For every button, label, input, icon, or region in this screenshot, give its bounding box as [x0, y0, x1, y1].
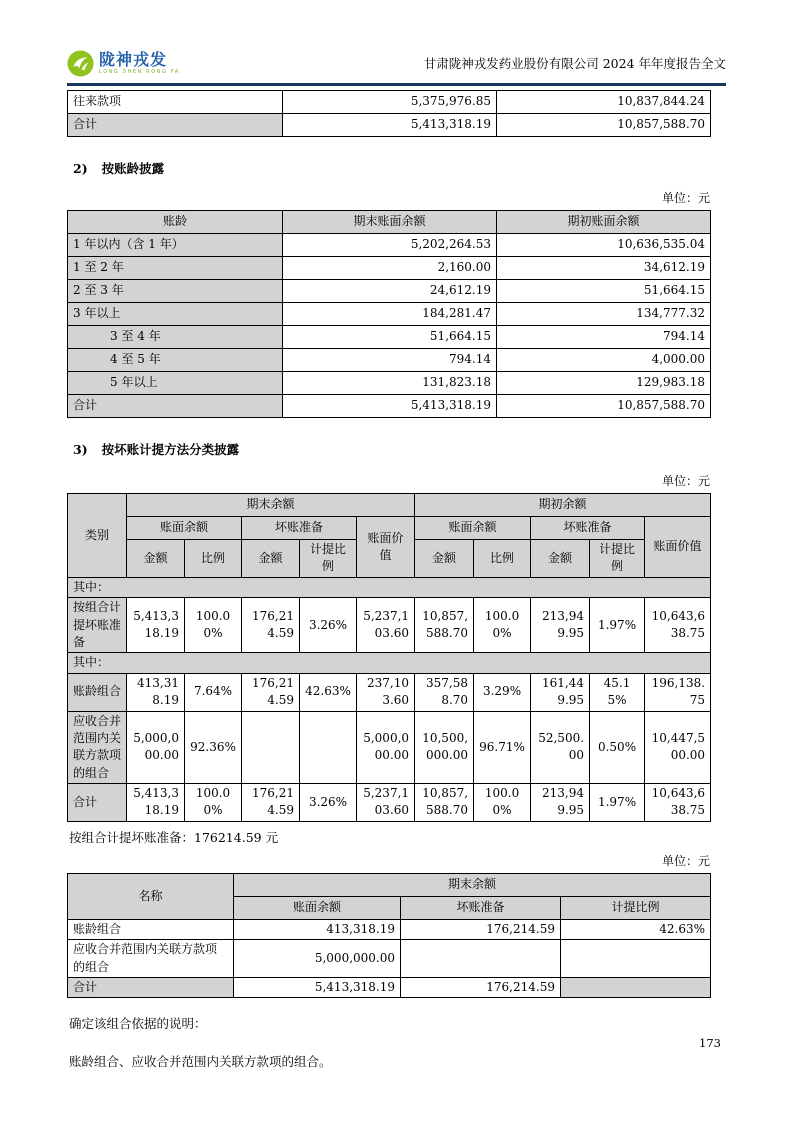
column-header: 账面余额 — [415, 517, 531, 540]
column-header: 期初账面余额 — [497, 211, 711, 234]
table-cell: 0.50% — [590, 711, 645, 784]
section-heading-method — [73, 440, 726, 458]
table-cell: 10,643,638.75 — [645, 598, 711, 653]
page-number: 173 — [699, 1036, 721, 1050]
section-heading-aging — [73, 159, 726, 177]
row-label: 应收合并范围内关联方款项 的组合 — [68, 940, 234, 978]
brand-name: 陇神戎发 — [99, 49, 168, 69]
table-header-row — [68, 873, 711, 896]
table-cell — [561, 978, 711, 998]
table-cell: 794.14 — [497, 326, 711, 349]
table-cell: 34,612.19 — [497, 257, 711, 280]
table-cell: 5,202,264.53 — [283, 234, 497, 257]
column-header: 比例 — [185, 540, 242, 578]
row-label: 合计 — [68, 978, 234, 998]
table-cell: 1.97% — [590, 598, 645, 653]
logo-mark-icon — [67, 50, 94, 77]
table-row — [68, 326, 711, 349]
table-cell: 176,214.59 — [401, 978, 561, 998]
row-label: 合计 — [68, 395, 283, 418]
table-cell: 357,588.70 — [415, 673, 474, 711]
table-row — [68, 577, 711, 597]
table-cell: 24,612.19 — [283, 280, 497, 303]
unit-label: 单位：元 — [661, 853, 710, 868]
table-cell: 10,837,844.24 — [497, 91, 711, 114]
table-cell: 3.26% — [300, 784, 357, 822]
table-cell: 10,643,638.75 — [645, 784, 711, 822]
row-label: 1 年以内（含 1 年） — [68, 234, 283, 257]
table-cell: 5,237,103.60 — [357, 784, 415, 822]
table-cell: 51,664.15 — [283, 326, 497, 349]
table-cell: 129,983.18 — [497, 372, 711, 395]
table-cell: 4,000.00 — [497, 349, 711, 372]
section-number: 3) — [73, 442, 88, 457]
column-header: 期末余额 — [234, 873, 711, 896]
basis-note: 账龄组合、应收合并范围内关联方款项的组合。 — [69, 1054, 332, 1070]
unit-label: 单位：元 — [661, 191, 710, 205]
table-row — [68, 372, 711, 395]
column-header: 账面余额 — [234, 896, 401, 919]
table-row — [68, 919, 711, 939]
table-row — [68, 349, 711, 372]
column-header: 账面余额 — [127, 517, 242, 540]
table-cell: 10,857,588.70 — [497, 395, 711, 418]
table-cell: 184,281.47 — [283, 303, 497, 326]
table-cell — [401, 940, 561, 978]
table-row — [68, 711, 711, 784]
table-cell: 5,413,318.19 — [127, 598, 185, 653]
doc-title: 甘肃陇神戎发药业股份有限公司 2024 年年度报告全文 — [423, 56, 726, 71]
table-cell: 5,237,103.60 — [357, 598, 415, 653]
table-cell: 7.64% — [185, 673, 242, 711]
column-header: 名称 — [68, 873, 234, 919]
table-cell: 176,214.59 — [401, 919, 561, 939]
table-row — [68, 673, 711, 711]
table-cell: 100.00% — [474, 598, 531, 653]
table-cell: 100.00% — [185, 784, 242, 822]
section-title: 按坏账计提方法分类披露 — [101, 442, 240, 457]
table-cell: 10,636,535.04 — [497, 234, 711, 257]
column-header: 期末账面余额 — [283, 211, 497, 234]
carryover-table — [67, 90, 711, 137]
table-cell: 5,413,318.19 — [234, 978, 401, 998]
basis-note-title: 确定该组合依据的说明： — [69, 1016, 207, 1032]
column-header: 计提比例 — [590, 540, 645, 578]
table-cell: 100.00% — [474, 784, 531, 822]
table-cell — [242, 711, 300, 784]
table-header-row — [68, 211, 711, 234]
column-header: 期初余额 — [415, 494, 711, 517]
table-cell: 134,777.32 — [497, 303, 711, 326]
table-cell: 196,138.75 — [645, 673, 711, 711]
table-cell: 45.15% — [590, 673, 645, 711]
table-cell: 5,413,318.19 — [283, 114, 497, 137]
table-row — [68, 257, 711, 280]
row-label: 合计 — [68, 784, 127, 822]
table-cell: 5,375,976.85 — [283, 91, 497, 114]
unit-label: 单位：元 — [661, 474, 710, 488]
table-row — [68, 91, 711, 114]
table-row — [68, 598, 711, 653]
row-label: 1 至 2 年 — [68, 257, 283, 280]
table-row — [68, 303, 711, 326]
table-cell — [300, 711, 357, 784]
row-label: 3 年以上 — [68, 303, 283, 326]
table-row — [68, 978, 711, 998]
table-cell: 3.26% — [300, 598, 357, 653]
column-header: 坏账准备 — [531, 517, 645, 540]
column-header: 账龄 — [68, 211, 283, 234]
table-cell: 96.71% — [474, 711, 531, 784]
provision-note: 按组合计提坏账准备：176214.59 元 — [69, 829, 279, 845]
table-cell: 10,857,588.70 — [415, 598, 474, 653]
table-cell: 5,000,000.00 — [234, 940, 401, 978]
row-label: 合计 — [68, 114, 283, 137]
divider-label: 其中： — [68, 653, 711, 673]
table-cell: 42.63% — [561, 919, 711, 939]
row-label: 5 年以上 — [68, 372, 283, 395]
table-row — [68, 234, 711, 257]
table-cell: 413,318.19 — [127, 673, 185, 711]
row-label: 账龄组合 — [68, 919, 234, 939]
column-header: 计提比例 — [561, 896, 711, 919]
table-cell: 5,413,318.19 — [127, 784, 185, 822]
table-header-row — [68, 517, 711, 540]
table-cell: 10,500,000.00 — [415, 711, 474, 784]
table-cell: 51,664.15 — [497, 280, 711, 303]
section-title: 按账龄披露 — [101, 161, 165, 176]
aging-table — [67, 210, 711, 418]
table-cell: 176,214.59 — [242, 784, 300, 822]
company-logo — [67, 50, 180, 77]
row-label: 2 至 3 年 — [68, 280, 283, 303]
row-label: 4 至 5 年 — [68, 349, 283, 372]
divider-label: 其中： — [68, 577, 711, 597]
table-cell: 213,949.95 — [531, 598, 590, 653]
table-cell: 5,000,000.00 — [127, 711, 185, 784]
table-header-row — [68, 494, 711, 517]
column-header: 金额 — [127, 540, 185, 578]
table-row — [68, 114, 711, 137]
row-label: 往来款项 — [68, 91, 283, 114]
column-header: 金额 — [531, 540, 590, 578]
column-header: 期末余额 — [127, 494, 415, 517]
column-header: 账面价值 — [357, 517, 415, 578]
table-cell: 413,318.19 — [234, 919, 401, 939]
table-cell: 10,857,588.70 — [415, 784, 474, 822]
table-cell: 52,500.00 — [531, 711, 590, 784]
column-header: 金额 — [242, 540, 300, 578]
table-cell: 5,000,000.00 — [357, 711, 415, 784]
table-row — [68, 784, 711, 822]
table-cell: 176,214.59 — [242, 598, 300, 653]
column-header: 比例 — [474, 540, 531, 578]
table-row — [68, 653, 711, 673]
table-cell: 42.63% — [300, 673, 357, 711]
table-cell: 3.29% — [474, 673, 531, 711]
table-cell: 100.00% — [185, 598, 242, 653]
column-header: 坏账准备 — [242, 517, 357, 540]
row-label: 账龄组合 — [68, 673, 127, 711]
table-cell: 10,857,588.70 — [497, 114, 711, 137]
table-cell: 131,823.18 — [283, 372, 497, 395]
column-header: 类别 — [68, 494, 127, 578]
page-header — [67, 46, 726, 80]
table-row — [68, 395, 711, 418]
table-cell: 5,413,318.19 — [283, 395, 497, 418]
portfolio-table — [67, 873, 711, 999]
column-header: 计提比例 — [300, 540, 357, 578]
row-label: 按组合计提坏账准备 — [68, 598, 127, 653]
method-table — [67, 493, 711, 822]
table-cell: 794.14 — [283, 349, 497, 372]
column-header: 账面价值 — [645, 517, 711, 578]
row-label: 应收合并范围内关联方款项的组合 — [68, 711, 127, 784]
table-cell: 237,103.60 — [357, 673, 415, 711]
column-header: 金额 — [415, 540, 474, 578]
table-cell: 176,214.59 — [242, 673, 300, 711]
table-cell — [561, 940, 711, 978]
brand-subtitle: LONG SHEN RONG FA — [99, 68, 180, 75]
table-row — [68, 280, 711, 303]
table-row — [68, 940, 711, 978]
header-rule — [67, 83, 726, 86]
table-cell: 161,449.95 — [531, 673, 590, 711]
table-cell: 213,949.95 — [531, 784, 590, 822]
column-header: 坏账准备 — [401, 896, 561, 919]
table-cell: 2,160.00 — [283, 257, 497, 280]
table-cell: 92.36% — [185, 711, 242, 784]
table-cell: 10,447,500.00 — [645, 711, 711, 784]
table-cell: 1.97% — [590, 784, 645, 822]
row-label: 3 至 4 年 — [68, 326, 283, 349]
section-number: 2) — [73, 161, 88, 176]
